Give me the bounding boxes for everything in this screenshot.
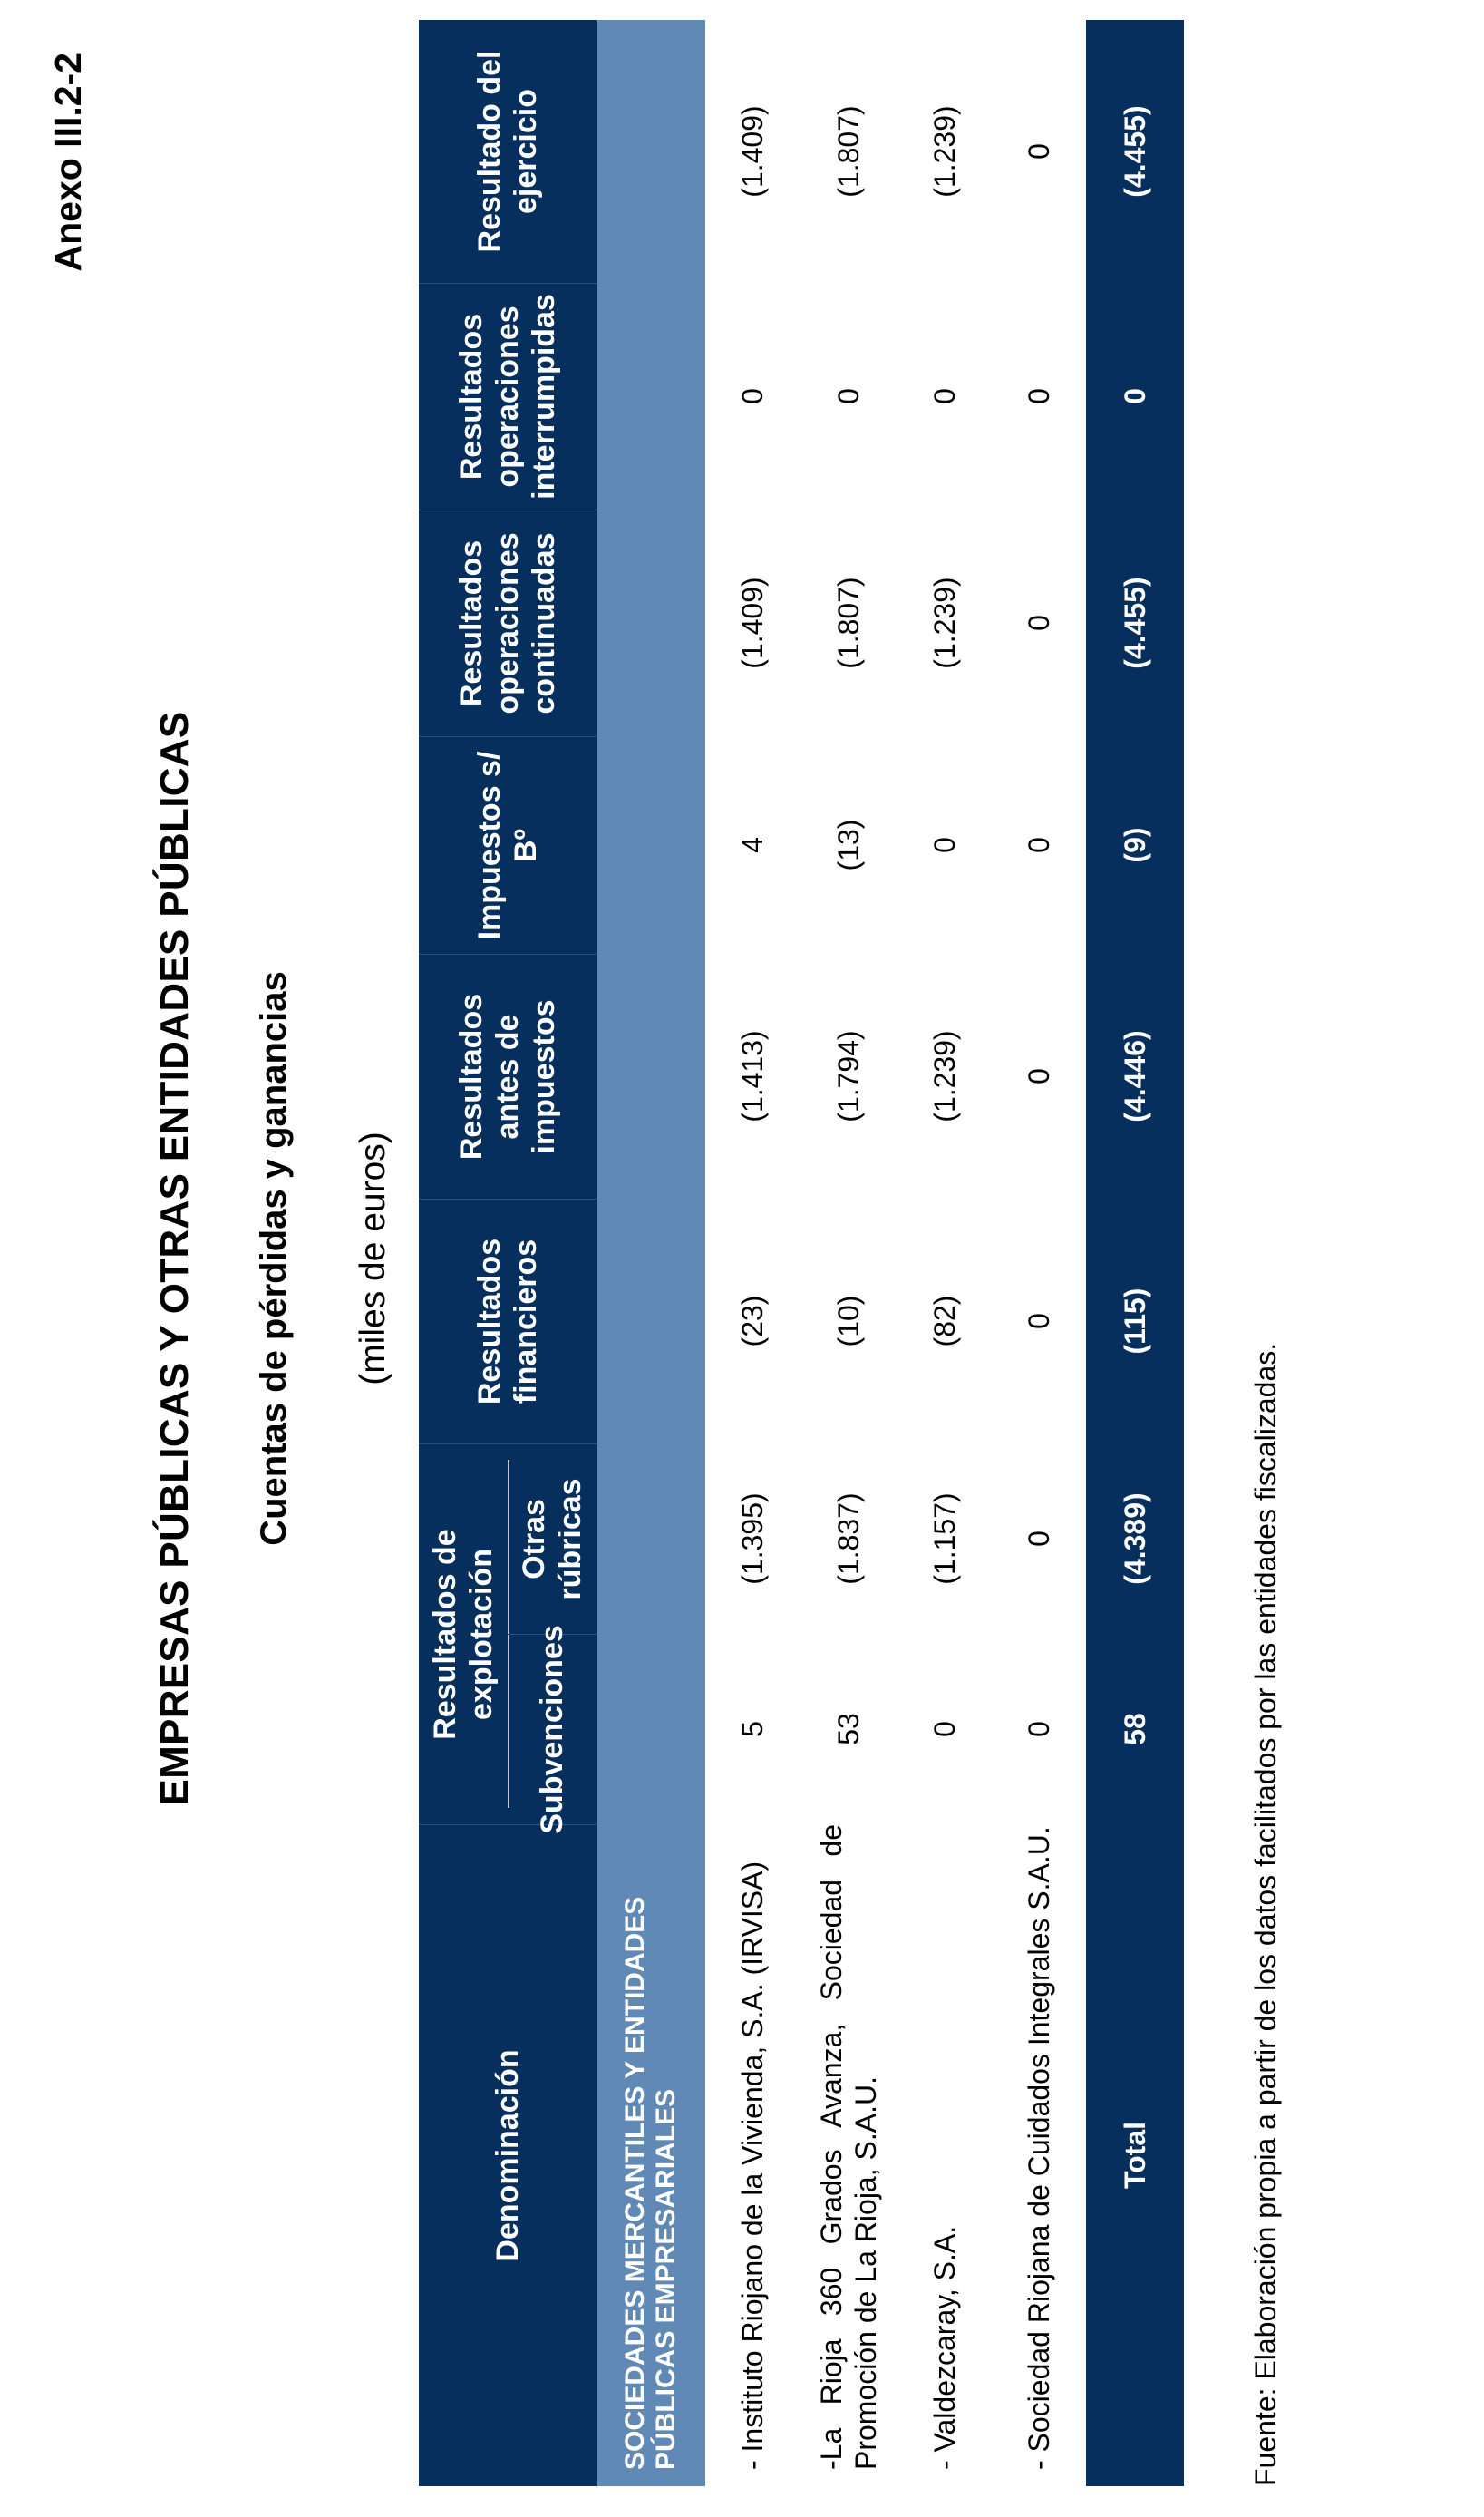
row-interrumpidas: 0 <box>736 388 769 404</box>
row-financieros: (23) <box>736 1295 769 1347</box>
row-impuestos: (13) <box>832 819 865 871</box>
row-continuadas: (1.807) <box>832 577 865 669</box>
table-row <box>800 20 897 2486</box>
row-ejercicio: (1.239) <box>928 105 961 198</box>
header-continuadas: Resultados operaciones continuadas <box>419 510 597 736</box>
row-ejercicio: (1.807) <box>832 105 865 198</box>
total-ejercicio: (4.455) <box>1118 105 1151 198</box>
table-header <box>419 20 597 2486</box>
section-row <box>597 20 705 2486</box>
row-financieros: (82) <box>928 1295 961 1347</box>
row-impuestos: 4 <box>736 837 769 853</box>
table-row <box>992 20 1086 2486</box>
row-ejercicio: 0 <box>1023 143 1055 160</box>
table-row <box>897 20 992 2486</box>
row-financieros: (10) <box>832 1295 865 1347</box>
row-antes: (1.239) <box>928 1030 961 1122</box>
total-interrumpidas: 0 <box>1118 388 1151 404</box>
annex-label: Anexo III.2-2 <box>47 53 89 272</box>
header-ejercicio: Resultado del ejercicio <box>472 50 543 253</box>
total-antes: (4.446) <box>1118 1030 1151 1122</box>
header-subvenciones: Subvenciones <box>508 1634 597 1824</box>
header-antes-impuestos: Resultados antes de impuestos <box>419 954 597 1199</box>
row-continuadas: 0 <box>1023 615 1055 631</box>
total-continuadas: (4.455) <box>1118 577 1151 669</box>
units-label: (miles de euros) <box>354 1132 393 1385</box>
total-label: Total <box>1118 2121 1151 2190</box>
row-financieros: 0 <box>1023 1313 1055 1329</box>
row-impuestos: 0 <box>1023 837 1055 853</box>
row-continuadas: (1.239) <box>928 577 961 669</box>
row-antes: (1.413) <box>736 1030 769 1122</box>
header-interrumpidas: Resultados operaciones interrumpidas <box>419 283 597 510</box>
header-otras-rubricas: Otras rúbricas <box>508 1443 597 1634</box>
row-antes: (1.794) <box>832 1030 865 1122</box>
row-otras: (1.157) <box>928 1492 961 1585</box>
table-row <box>705 20 800 2486</box>
header-denominacion: Denominación <box>419 1824 597 2486</box>
page-subtitle: Cuentas de pérdidas y ganancias <box>254 971 294 1546</box>
row-name: - Sociedad Riojana de Cuidados Integrales S.A.U. <box>1023 1826 1055 2470</box>
header-explotacion-group: Resultados de explotación <box>419 1443 508 1824</box>
row-name: - Valdezcaray, S.A. <box>928 2225 961 2470</box>
row-otras: (1.395) <box>736 1492 769 1585</box>
row-name: - Instituto Riojano de la Vivienda, S.A. (IRVISA) <box>736 1861 769 2470</box>
row-subvenciones: 0 <box>928 1721 961 1737</box>
row-ejercicio: (1.409) <box>736 105 769 198</box>
section-label: SOCIEDADES MERCANTILES Y ENTIDADES PÚBLICAS EMPRESARIALES <box>620 1896 681 2470</box>
row-impuestos: 0 <box>928 837 961 853</box>
row-otras: 0 <box>1023 1531 1055 1547</box>
header-financieros: Resultados financieros <box>419 1199 597 1443</box>
total-row <box>1086 20 1184 2486</box>
page-title: EMPRESAS PÚBLICAS Y OTRAS ENTIDADES PÚBLICAS <box>152 711 197 1806</box>
row-interrumpidas: 0 <box>1023 388 1055 404</box>
total-otras: (4.389) <box>1118 1492 1151 1585</box>
row-antes: 0 <box>1023 1068 1055 1084</box>
row-name: -La Rioja 360 Grados Avanza, Sociedad de Promoción de La Rioja, S.A.U. <box>815 1824 882 2470</box>
total-financieros: (115) <box>1118 1288 1151 1355</box>
total-subvenciones: 58 <box>1118 1713 1151 1745</box>
row-otras: (1.837) <box>832 1492 865 1585</box>
row-subvenciones: 5 <box>736 1721 769 1737</box>
total-impuestos: (9) <box>1118 827 1151 863</box>
row-subvenciones: 0 <box>1023 1721 1055 1737</box>
row-interrumpidas: 0 <box>832 388 865 404</box>
source-note: Fuente: Elaboración propia a partir de los datos facilitados por las entidades fiscalizadas. <box>1249 1342 1282 2486</box>
row-interrumpidas: 0 <box>928 388 961 404</box>
header-impuestos: Impuestos s/ Bº <box>419 736 597 954</box>
row-subvenciones: 53 <box>832 1713 865 1745</box>
row-continuadas: (1.409) <box>736 577 769 669</box>
